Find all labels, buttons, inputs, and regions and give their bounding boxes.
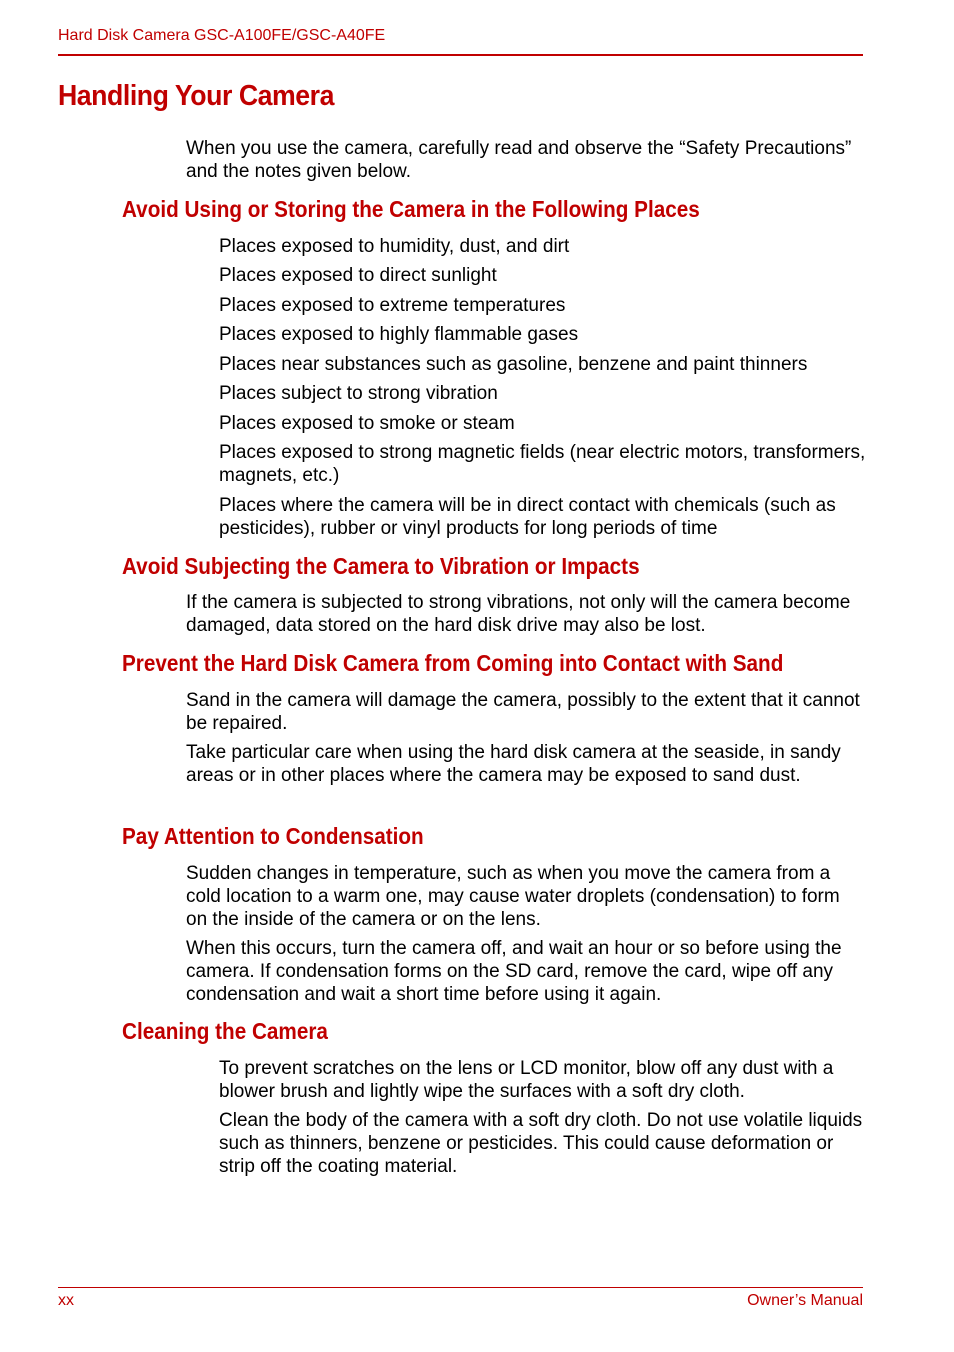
page-number: xx <box>58 1292 74 1309</box>
manual-name: Owner’s Manual <box>747 1292 863 1309</box>
list-item: Places where the camera will be in direct contact with chemicals (such as pesticides), rubber or vinyl products for long periods of time <box>219 495 836 539</box>
list-item: To prevent scratches on the lens or LCD monitor, blow off any dust with a blower brush and lightly wipe the surfaces with a soft dry cloth. <box>219 1058 834 1102</box>
list-item: Places exposed to humidity, dust, and dirt <box>219 236 570 257</box>
section-heading-avoid-places: Avoid Using or Storing the Camera in the Following Places <box>122 196 700 222</box>
list-item: Places exposed to strong magnetic fields (near electric motors, transformers, magnets, etc.) <box>219 442 866 486</box>
header-rule <box>58 54 863 56</box>
list-item: Places subject to strong vibration <box>219 383 498 404</box>
body-paragraph: Sudden changes in temperature, such as when you move the camera from a cold location to a warm one, may cause water droplets (condensation) to form on the inside of the camera or on the lens. <box>186 863 840 930</box>
section-heading-vibration: Avoid Subjecting the Camera to Vibration or Impacts <box>122 553 640 579</box>
section-heading-cleaning: Cleaning the Camera <box>122 1018 328 1044</box>
footer-rule <box>58 1287 863 1288</box>
list-item: Places exposed to smoke or steam <box>219 413 515 434</box>
list-item: Clean the body of the camera with a soft dry cloth. Do not use volatile liquids such as thinners, benzene or pesticides. This could cause deformation or strip off the coating material. <box>219 1110 863 1177</box>
list-item: Places exposed to direct sunlight <box>219 265 497 286</box>
section-heading-sand: Prevent the Hard Disk Camera from Coming into Contact with Sand <box>122 650 784 676</box>
section-heading-condensation: Pay Attention to Condensation <box>122 823 424 849</box>
running-header: Hard Disk Camera GSC-A100FE/GSC-A40FE <box>58 27 386 44</box>
body-paragraph: If the camera is subjected to strong vibrations, not only will the camera become damaged, data stored on the hard disk drive may also be lost. <box>186 592 851 636</box>
body-paragraph: Sand in the camera will damage the camera, possibly to the extent that it cannot be repaired. <box>186 690 860 734</box>
intro-paragraph: When you use the camera, carefully read and observe the “Safety Precautions” and the notes given below. <box>186 138 852 182</box>
list-item: Places exposed to highly flammable gases <box>219 324 579 345</box>
list-item: Places near substances such as gasoline, benzene and paint thinners <box>219 354 808 375</box>
list-item: Places exposed to extreme temperatures <box>219 295 566 316</box>
page-title: Handling Your Camera <box>58 80 334 112</box>
body-paragraph: When this occurs, turn the camera off, and wait an hour or so before using the camera. If condensation forms on the SD card, remove the card, wipe off any condensation and wait a short time before using it again. <box>186 938 842 1005</box>
body-paragraph: Take particular care when using the hard disk camera at the seaside, in sandy areas or in other places where the camera may be exposed to sand dust. <box>186 742 841 786</box>
